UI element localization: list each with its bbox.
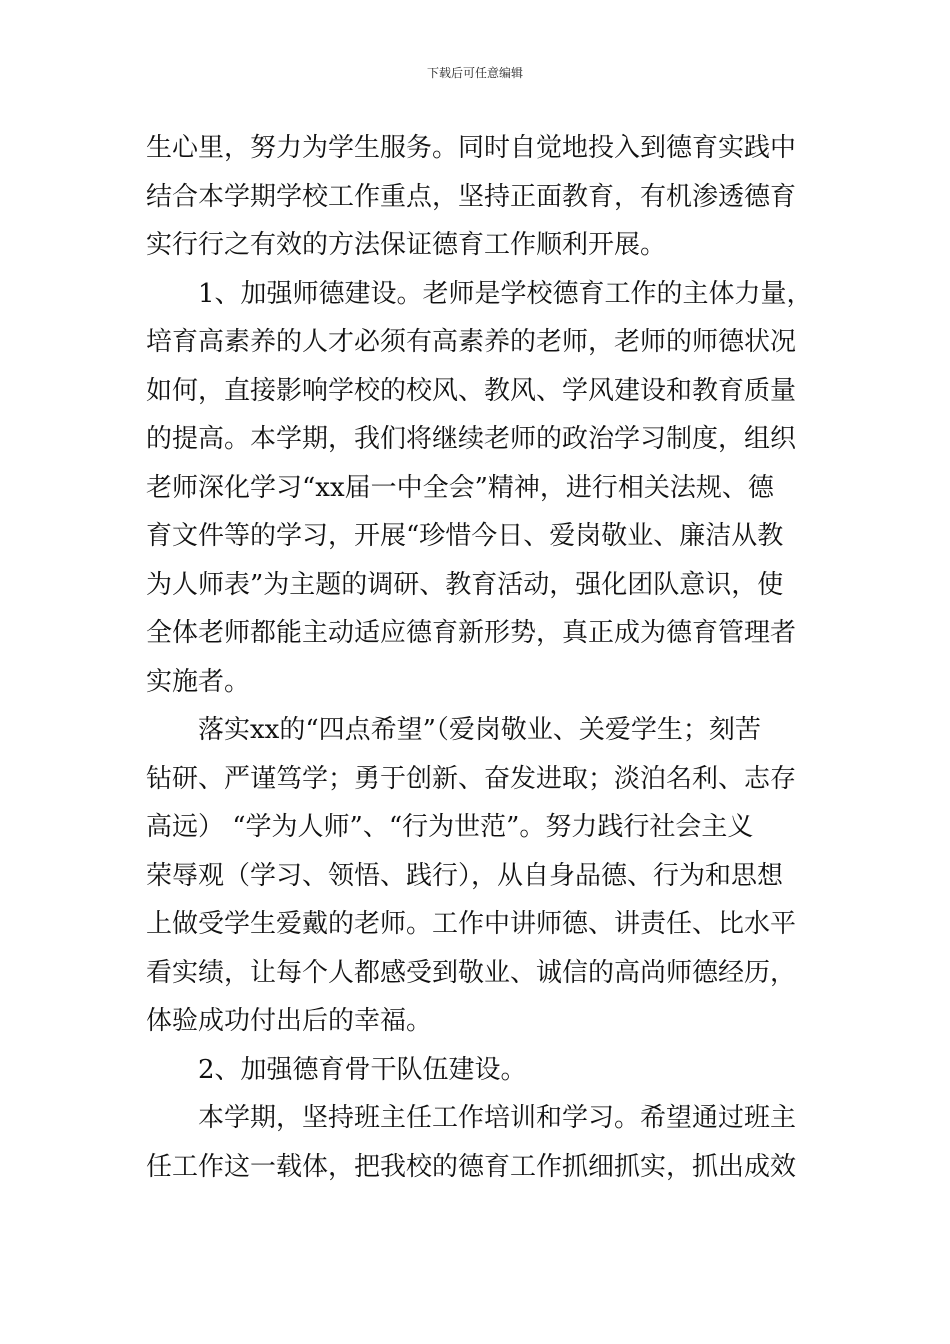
text-line: 体验成功付出后的幸福。 — [146, 1006, 433, 1036]
text-line: 2、加强德育骨干队伍建设。 — [198, 1054, 527, 1085]
text-line: 培育高素养的人才必须有高素养的老师，老师的师德状况 — [146, 327, 797, 357]
text-line: 上做受学生爱戴的老师。工作中讲师德、讲责任、比水平 — [146, 909, 797, 939]
text-line: 为人师表”为主题的调研、教育活动，强化团队意识，使 — [146, 569, 784, 600]
text-line: 实行行之有效的方法保证德育工作顺利开展。 — [146, 230, 667, 260]
text-line: 老师深化学习“xx届一中全会”精神，进行相关法规、德 — [146, 472, 774, 503]
text-line: 钻研、严谨笃学；勇于创新、奋发进取；淡泊名利、志存 — [146, 763, 797, 794]
text-line: 如何，直接影响学校的校风、教风、学风建设和教育质量 — [146, 375, 797, 406]
text-line: 的提高。本学期，我们将继续老师的政治学习制度，组织 — [146, 424, 797, 454]
text-line: 任工作这一载体，把我校的德育工作抓细抓实，抓出成效 — [146, 1151, 797, 1182]
text-line: 全体老师都能主动适应德育新形势，真正成为德育管理者 — [146, 618, 797, 648]
text-line: 本学期，坚持班主任工作培训和学习。希望通过班主 — [198, 1103, 797, 1133]
text-line: 高远） “学为人师”、“行为世范”。努力践行社会主义 — [146, 812, 754, 842]
text-line: 结合本学期学校工作重点，坚持正面教育，有机渗透德育 — [146, 181, 797, 212]
text-line: 育文件等的学习，开展“珍惜今日、爱岗敬业、廉洁从教 — [146, 521, 784, 551]
document-body — [146, 124, 813, 1191]
text-line: 生心里，努力为学生服务。同时自觉地投入到德育实践中 — [146, 133, 797, 163]
text-line: 落实xx的“四点希望”（爱岗敬业、关爱学生；刻苦 — [198, 715, 761, 745]
text-line: 看实绩，让每个人都感受到敬业、诚信的高尚师德经历， — [146, 957, 797, 988]
text-line: 实施者。 — [146, 666, 251, 697]
text-line: 1、加强师德建设。老师是学校德育工作的主体力量， — [198, 278, 813, 309]
text-line: 荣辱观（学习、领悟、践行），从自身品德、行为和思想 — [146, 860, 784, 891]
page-header-note: 下载后可任意编辑 — [426, 66, 523, 80]
